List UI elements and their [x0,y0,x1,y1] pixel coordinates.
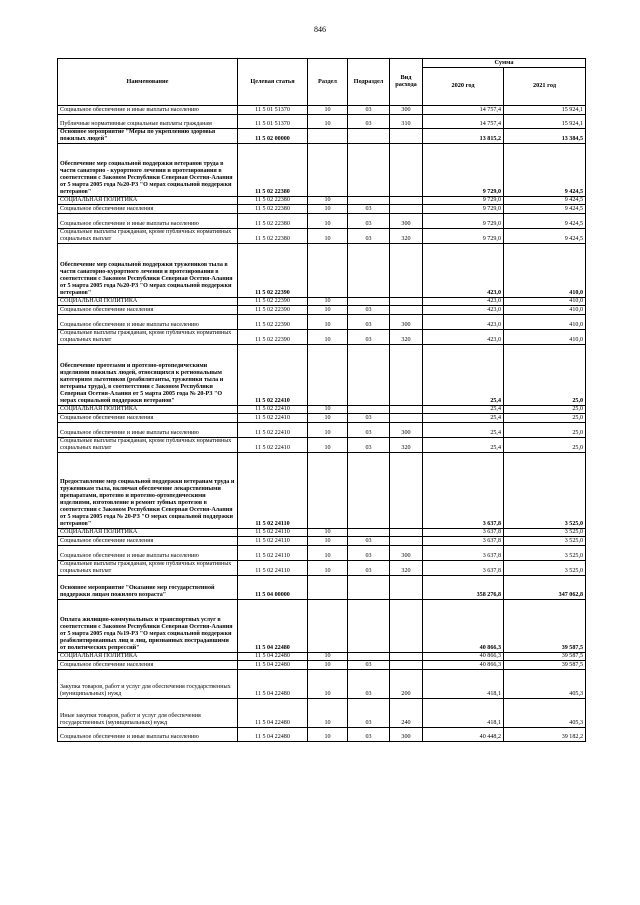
cell-sum-2020: 358 276,8 [423,575,504,599]
table-row [58,727,586,741]
cell-expense-type [390,143,423,196]
cell-sum-2020: 9 729,0 [423,143,504,196]
cell-section: 10 [308,405,348,413]
cell-name: СОЦИАЛЬНАЯ ПОЛИТИКА [58,528,238,536]
cell-sum-2021: 410,0 [504,243,586,297]
cell-name: Публичные нормативные социальные выплаты гражданам [58,115,238,129]
table-row [58,243,586,297]
cell-expense-type: 320 [390,560,423,575]
header-name: Наименование [58,59,238,106]
cell-sum-2021: 25,0 [504,413,586,422]
cell-name: Социальное обеспечение и иные выплаты населению [58,314,238,329]
cell-sum-2020: 423,0 [423,305,504,314]
cell-article: 11 5 02 24110 [238,536,308,545]
cell-name: Социальное обеспечение населения [58,204,238,213]
cell-expense-type [390,599,423,652]
cell-section: 10 [308,314,348,329]
table-row [58,204,586,213]
cell-name: Оплата жилищно-коммунальных и транспортных услуг в соответствии с Законом Республики Северная Осетия-Алания от 5 марта 2005 года №19-РЗ "О мерах социальной поддержки реабилитированных лиц и лиц, признанных пострадавшими от политических репрессий" [58,599,238,652]
cell-section: 10 [308,115,348,129]
cell-section [308,129,348,144]
cell-section: 10 [308,545,348,560]
table-row [58,452,586,528]
cell-name: Обеспечение протезами и протезно-ортопедическими изделиями пожилых людей, относящихся к региональным категориям льготников (реабилитанты, труженики тыла и ветераны труда), в соответствии с Законом Республики Северная Осетия-Алания от 5 марта 2005 года № 20-РЗ "О мерах социальной поддержки ветеранов" [58,344,238,405]
cell-article: 11 5 02 22410 [238,344,308,405]
cell-article: 11 5 02 22380 [238,196,308,204]
table-row [58,305,586,314]
table-row [58,314,586,329]
cell-sum-2021: 9 424,5 [504,143,586,196]
cell-subsection: 03 [348,545,390,560]
cell-subsection: 03 [348,560,390,575]
cell-section: 10 [308,660,348,669]
cell-article: 11 5 02 24110 [238,545,308,560]
cell-sum-2021: 39 587,5 [504,599,586,652]
cell-article: 11 5 02 22390 [238,305,308,314]
cell-article: 11 5 04 22480 [238,698,308,727]
cell-section [308,344,348,405]
cell-name: Основное мероприятие "Меры по укреплению здоровья пожилых людей" [58,129,238,144]
cell-sum-2021: 13 384,5 [504,129,586,144]
table-header [58,59,586,106]
cell-subsection: 03 [348,698,390,727]
cell-sum-2020: 25,4 [423,422,504,437]
cell-name: Иные закупки товаров, работ и услуг для обеспечения государственных (муниципальных) нужд [58,698,238,727]
cell-sum-2021: 39 587,5 [504,652,586,660]
table-row [58,528,586,536]
cell-name: СОЦИАЛЬНАЯ ПОЛИТИКА [58,196,238,204]
cell-subsection: 03 [348,536,390,545]
cell-expense-type: 300 [390,106,423,115]
cell-sum-2020: 9 729,0 [423,213,504,228]
cell-article: 11 5 04 22480 [238,660,308,669]
table-row [58,329,586,344]
cell-name: Социальное обеспечение и иные выплаты населению [58,422,238,437]
cell-sum-2021: 3 525,0 [504,528,586,536]
cell-name: Социальные выплаты гражданам, кроме публичных нормативных социальных выплат [58,437,238,452]
table-row [58,196,586,204]
cell-sum-2020: 9 729,0 [423,228,504,243]
cell-sum-2020: 9 729,0 [423,196,504,204]
cell-subsection [348,528,390,536]
cell-expense-type [390,652,423,660]
cell-article: 11 5 02 22380 [238,143,308,196]
table-row [58,405,586,413]
cell-expense-type [390,344,423,405]
cell-expense-type [390,204,423,213]
cell-expense-type: 320 [390,228,423,243]
table-row [58,413,586,422]
cell-section: 10 [308,422,348,437]
cell-article: 11 5 04 22480 [238,669,308,698]
cell-name: Социальные выплаты гражданам, кроме публичных нормативных социальных выплат [58,228,238,243]
cell-subsection [348,405,390,413]
cell-name: Основное мероприятие "Оказание мер государственной поддержки лицам пожилого возраста" [58,575,238,599]
cell-section: 10 [308,727,348,741]
page-number: 846 [314,25,326,34]
cell-name: Социальное обеспечение населения [58,305,238,314]
header-article: Целевая статья [238,59,308,106]
cell-sum-2021: 410,0 [504,305,586,314]
cell-subsection [348,599,390,652]
cell-expense-type: 300 [390,213,423,228]
cell-expense-type: 320 [390,329,423,344]
cell-subsection: 03 [348,329,390,344]
header-sum: Сумма [423,59,586,68]
cell-sum-2020: 418,1 [423,669,504,698]
header-subsection: Подраздел [348,59,390,106]
table-row [58,213,586,228]
budget-table [57,58,586,742]
cell-subsection [348,143,390,196]
cell-sum-2021: 9 424,5 [504,204,586,213]
cell-sum-2021: 25,0 [504,422,586,437]
header-year-2021: 2021 год [504,68,586,106]
cell-sum-2021: 15 924,1 [504,106,586,115]
cell-subsection: 03 [348,413,390,422]
cell-sum-2021: 347 062,8 [504,575,586,599]
table-row [58,599,586,652]
cell-sum-2020: 25,4 [423,344,504,405]
cell-name: СОЦИАЛЬНАЯ ПОЛИТИКА [58,297,238,305]
cell-subsection [348,243,390,297]
cell-article: 11 5 01 51370 [238,115,308,129]
cell-section: 10 [308,106,348,115]
cell-article: 11 5 02 24110 [238,452,308,528]
cell-section: 10 [308,536,348,545]
cell-section: 10 [308,204,348,213]
cell-expense-type: 320 [390,437,423,452]
table-body [58,106,586,742]
cell-subsection: 03 [348,314,390,329]
table-row [58,115,586,129]
table-row [58,652,586,660]
cell-subsection: 03 [348,106,390,115]
cell-subsection [348,297,390,305]
cell-subsection: 03 [348,669,390,698]
cell-section: 10 [308,528,348,536]
header-expense-type: Вид расхода [390,59,423,106]
cell-sum-2020: 418,1 [423,698,504,727]
cell-sum-2020: 423,0 [423,243,504,297]
cell-article: 11 5 02 22410 [238,437,308,452]
cell-article: 11 5 04 22480 [238,727,308,741]
cell-sum-2020: 25,4 [423,405,504,413]
cell-subsection: 03 [348,437,390,452]
cell-name: Социальное обеспечение населения [58,660,238,669]
cell-name: Социальное обеспечение и иные выплаты населению [58,106,238,115]
cell-article: 11 5 04 22480 [238,599,308,652]
cell-sum-2021: 25,0 [504,405,586,413]
header-section: Раздел [308,59,348,106]
cell-sum-2020: 40 866,3 [423,599,504,652]
cell-subsection [348,452,390,528]
cell-section [308,599,348,652]
cell-sum-2020: 3 637,8 [423,528,504,536]
cell-sum-2021: 3 525,0 [504,452,586,528]
cell-sum-2021: 3 525,0 [504,545,586,560]
cell-name: Обеспечение мер социальной поддержки тружеников тыла в части санаторно-курортного лечения и протезирования в соответствии с Законом Республики Северная Осетия-Алания от 5 марта 2005 года №20-РЗ "О мерах социальной поддержки ветеранов" [58,243,238,297]
cell-section [308,575,348,599]
cell-expense-type [390,243,423,297]
cell-expense-type [390,536,423,545]
cell-expense-type: 200 [390,669,423,698]
cell-name: Социальное обеспечение и иные выплаты населению [58,213,238,228]
cell-sum-2021: 9 424,5 [504,196,586,204]
cell-name: Обеспечение мер социальной поддержки ветеранов труда в части санаторно - курортного лечения и протезирования в соответствии с Законом Республики Северная Осетия-Алания от 5 марта 2005 года №20-РЗ "О мерах социальной поддержки ветеранов" [58,143,238,196]
table-row [58,575,586,599]
cell-section: 10 [308,698,348,727]
cell-sum-2020: 14 757,4 [423,106,504,115]
cell-subsection: 03 [348,204,390,213]
cell-sum-2020: 3 637,8 [423,536,504,545]
cell-subsection [348,129,390,144]
table-row [58,437,586,452]
table-row [58,143,586,196]
cell-article: 11 5 04 00000 [238,575,308,599]
cell-sum-2021: 15 924,1 [504,115,586,129]
cell-article: 11 5 02 22410 [238,422,308,437]
cell-section: 10 [308,560,348,575]
cell-article: 11 5 02 24110 [238,528,308,536]
cell-sum-2021: 25,0 [504,437,586,452]
cell-sum-2021: 405,3 [504,669,586,698]
table-row [58,698,586,727]
cell-sum-2021: 3 525,0 [504,560,586,575]
cell-sum-2020: 40 866,3 [423,660,504,669]
cell-sum-2021: 39 182,2 [504,727,586,741]
cell-sum-2020: 3 637,8 [423,452,504,528]
cell-sum-2021: 39 587,5 [504,660,586,669]
cell-expense-type [390,660,423,669]
cell-article: 11 5 02 24110 [238,560,308,575]
table-row [58,228,586,243]
cell-expense-type [390,196,423,204]
cell-expense-type [390,405,423,413]
table-row [58,106,586,115]
cell-section: 10 [308,329,348,344]
cell-section: 10 [308,652,348,660]
cell-section: 10 [308,669,348,698]
cell-sum-2021: 410,0 [504,329,586,344]
cell-name: Социальное обеспечение и иные выплаты населению [58,727,238,741]
cell-article: 11 5 02 22380 [238,228,308,243]
cell-expense-type: 300 [390,314,423,329]
cell-sum-2021: 9 424,5 [504,213,586,228]
cell-name: Закупка товаров, работ и услуг для обеспечения государственных (муниципальных) нужд [58,669,238,698]
cell-subsection [348,575,390,599]
cell-section: 10 [308,213,348,228]
table-row [58,660,586,669]
cell-article: 11 5 02 22410 [238,413,308,422]
cell-expense-type: 300 [390,422,423,437]
cell-article: 11 5 02 22380 [238,213,308,228]
cell-name: Социальные выплаты гражданам, кроме публичных нормативных социальных выплат [58,329,238,344]
cell-subsection: 03 [348,305,390,314]
cell-expense-type [390,305,423,314]
cell-sum-2020: 9 729,0 [423,204,504,213]
cell-section [308,243,348,297]
cell-article: 11 5 02 22390 [238,297,308,305]
cell-subsection: 03 [348,213,390,228]
cell-sum-2020: 3 637,8 [423,545,504,560]
cell-section: 10 [308,297,348,305]
table-row [58,560,586,575]
cell-article: 11 5 04 22480 [238,652,308,660]
table-row [58,669,586,698]
cell-sum-2021: 3 525,0 [504,536,586,545]
cell-sum-2021: 25,0 [504,344,586,405]
cell-name: Предоставление мер социальной поддержки ветеранам труда и труженикам тыла, включая обеспечение лекарственными препаратами, протезно и протезно-ортопедическими изделиями, изготовление и ремонт зубных протезов в соответствии с Законом Республики Северная Осетия-Алания от 5 марта 2005 года № 20-РЗ "О мерах социальной поддержки ветеранов" [58,452,238,528]
cell-sum-2020: 13 815,2 [423,129,504,144]
cell-section [308,452,348,528]
cell-section: 10 [308,228,348,243]
cell-subsection: 03 [348,422,390,437]
cell-subsection: 03 [348,115,390,129]
cell-name: Социальное обеспечение населения [58,413,238,422]
cell-name: СОЦИАЛЬНАЯ ПОЛИТИКА [58,405,238,413]
cell-name: Социальное обеспечение населения [58,536,238,545]
table-row [58,536,586,545]
table-row [58,344,586,405]
cell-name: Социальные выплаты гражданам, кроме публичных нормативных социальных выплат [58,560,238,575]
cell-section: 10 [308,437,348,452]
cell-subsection [348,196,390,204]
cell-sum-2020: 3 637,8 [423,560,504,575]
cell-sum-2021: 9 424,5 [504,228,586,243]
cell-subsection: 03 [348,660,390,669]
cell-article: 11 5 01 51370 [238,106,308,115]
cell-sum-2020: 25,4 [423,437,504,452]
cell-section: 10 [308,413,348,422]
table-row [58,129,586,144]
cell-article: 11 5 02 22410 [238,405,308,413]
cell-sum-2020: 423,0 [423,297,504,305]
cell-name: СОЦИАЛЬНАЯ ПОЛИТИКА [58,652,238,660]
cell-expense-type: 240 [390,698,423,727]
cell-section: 10 [308,305,348,314]
cell-article: 11 5 02 00000 [238,129,308,144]
cell-sum-2020: 423,0 [423,329,504,344]
header-year-2020: 2020 год [423,68,504,106]
cell-sum-2021: 410,0 [504,297,586,305]
cell-expense-type: 310 [390,115,423,129]
cell-sum-2020: 25,4 [423,413,504,422]
cell-sum-2021: 405,3 [504,698,586,727]
cell-subsection: 03 [348,727,390,741]
cell-expense-type [390,575,423,599]
cell-subsection [348,344,390,405]
cell-expense-type: 300 [390,545,423,560]
table-row [58,422,586,437]
cell-sum-2020: 423,0 [423,314,504,329]
table-row [58,297,586,305]
cell-sum-2021: 410,0 [504,314,586,329]
cell-article: 11 5 02 22390 [238,329,308,344]
cell-sum-2020: 14 757,4 [423,115,504,129]
cell-section [308,143,348,196]
cell-article: 11 5 02 22380 [238,204,308,213]
table-row [58,545,586,560]
cell-article: 11 5 02 22390 [238,314,308,329]
cell-expense-type [390,297,423,305]
cell-subsection [348,652,390,660]
cell-sum-2020: 40 448,2 [423,727,504,741]
cell-name: Социальное обеспечение и иные выплаты населению [58,545,238,560]
cell-article: 11 5 02 22390 [238,243,308,297]
cell-section: 10 [308,196,348,204]
cell-expense-type [390,129,423,144]
cell-subsection: 03 [348,228,390,243]
cell-expense-type [390,528,423,536]
cell-sum-2020: 40 866,3 [423,652,504,660]
cell-expense-type [390,452,423,528]
cell-expense-type: 300 [390,727,423,741]
cell-expense-type [390,413,423,422]
